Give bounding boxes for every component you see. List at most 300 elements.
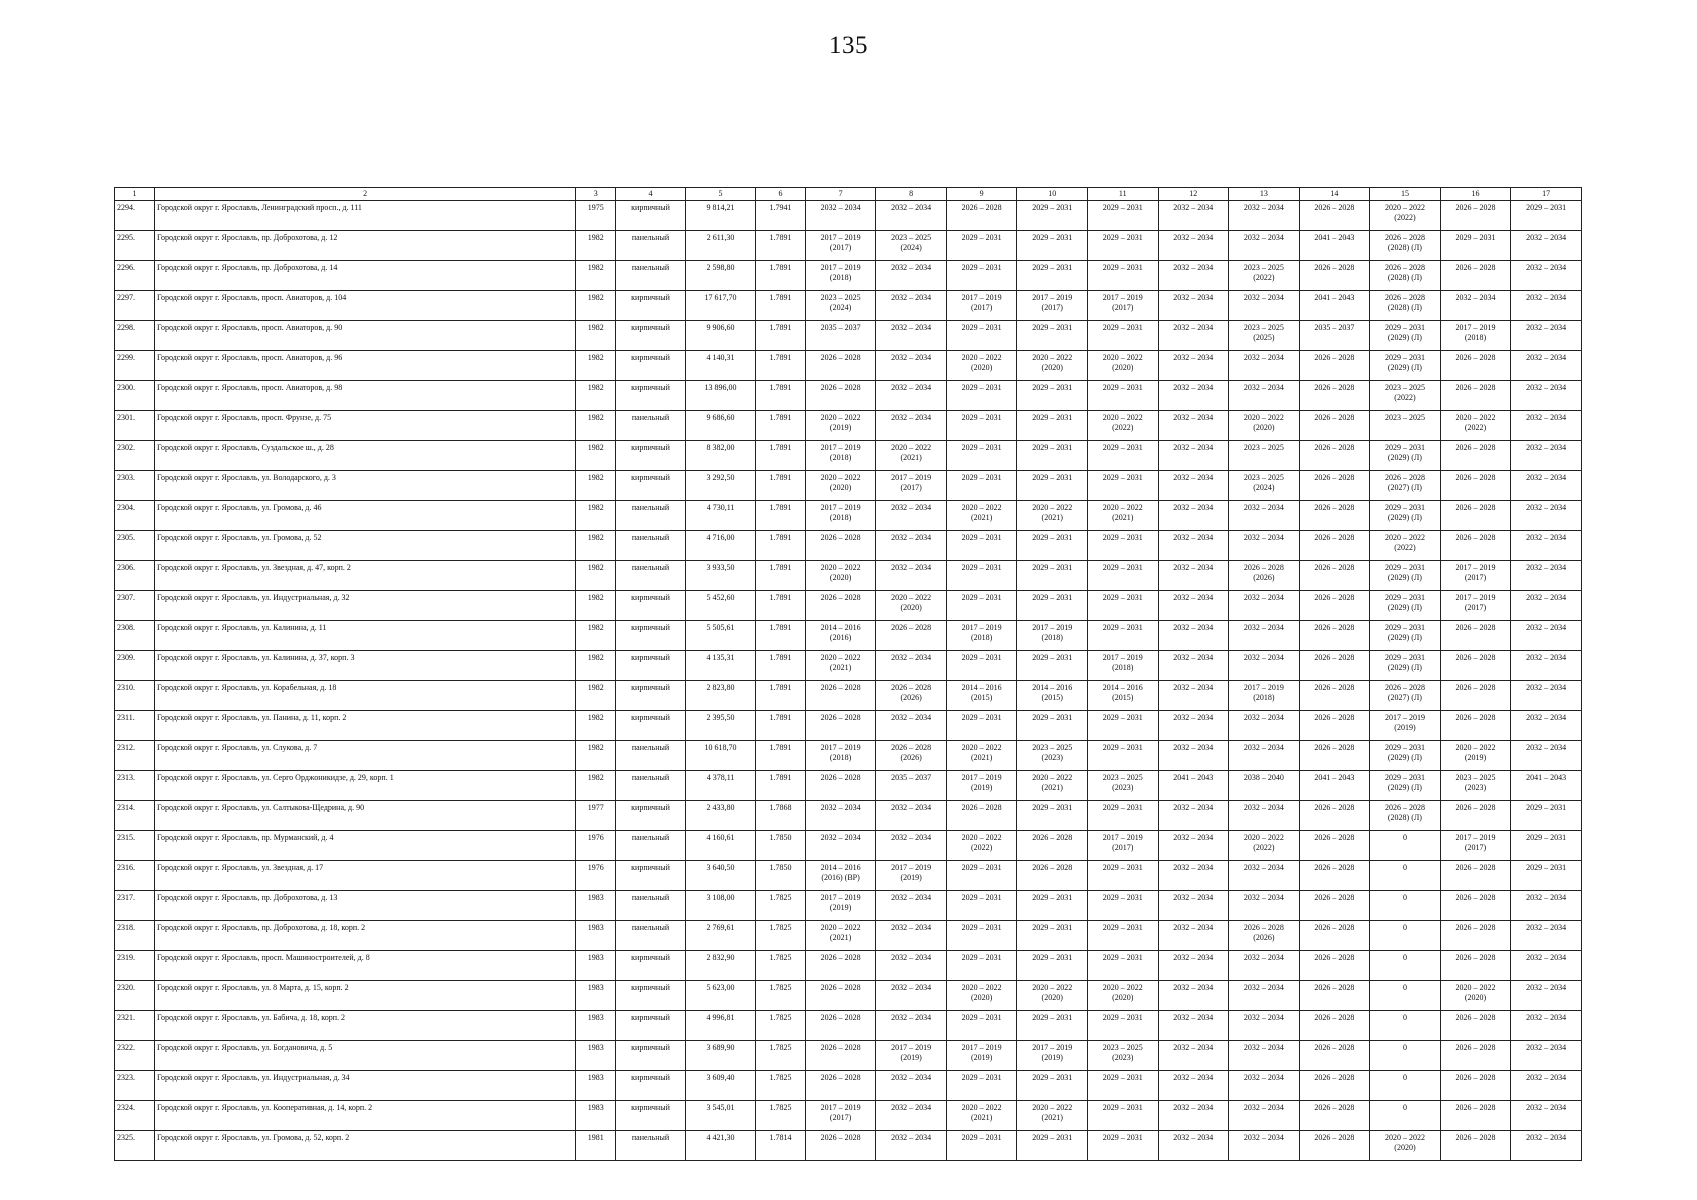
cell-period-col-12: 2041 – 2043	[1158, 771, 1229, 801]
table-header-row	[115, 188, 1582, 201]
column-header-2: 2	[155, 188, 576, 201]
cell-period: 2026 – 2028	[1243, 923, 1284, 932]
cell-period-col-14: 2026 – 2028	[1299, 711, 1370, 741]
cell-build-year: 1982	[576, 471, 616, 501]
cell-period-note: (2019)	[900, 873, 922, 882]
cell-period: 2017 – 2019	[1384, 713, 1425, 722]
cell-period-col-12: 2032 – 2034	[1158, 1041, 1229, 1071]
cell-period: 2023 – 2025	[1243, 263, 1284, 272]
cell-period-col-17: 2032 – 2034	[1511, 231, 1582, 261]
cell-period-col-7: 2026 – 2028	[805, 1041, 876, 1071]
cell-period-col-14: 2026 – 2028	[1299, 501, 1370, 531]
cell-period-col-8: 2032 – 2034	[876, 1071, 947, 1101]
cell-period-note: (2024)	[900, 243, 922, 252]
cell-period-col-15	[1370, 351, 1441, 381]
cell-period-note: (2018)	[829, 753, 852, 762]
cell-period-col-11: 2029 – 2031	[1087, 741, 1158, 771]
cell-build-year: 1982	[576, 591, 616, 621]
cell-period: 2017 – 2019	[961, 1043, 1002, 1052]
table-row	[115, 1101, 1582, 1131]
cell-period-col-15	[1370, 561, 1441, 591]
cell-period-note: (2017)	[829, 1113, 852, 1122]
cell-period: 2029 – 2031	[1384, 323, 1425, 332]
cell-period-col-11: 2029 – 2031	[1087, 591, 1158, 621]
cell-total-area: 2 433,80	[685, 801, 756, 831]
cell-period-col-17: 2032 – 2034	[1511, 591, 1582, 621]
cell-row-number: 2316.	[115, 861, 155, 891]
cell-wall-material: панельный	[616, 561, 686, 591]
cell-period: 2017 – 2019	[820, 893, 861, 902]
cell-period-note: (2029) (Л)	[1387, 663, 1422, 672]
cell-period-col-8: 2032 – 2034	[876, 201, 947, 231]
cell-period-col-14: 2026 – 2028	[1299, 441, 1370, 471]
cell-total-area: 5 452,60	[685, 591, 756, 621]
cell-period: 2029 – 2031	[1384, 563, 1425, 572]
table-row	[115, 981, 1582, 1011]
table-row	[115, 531, 1582, 561]
cell-period-col-11: 2029 – 2031	[1087, 621, 1158, 651]
cell-period-note: (2024)	[829, 303, 852, 312]
cell-period-note: (2020)	[900, 603, 922, 612]
cell-period-note: (2020)	[1112, 363, 1134, 372]
cell-period-col-14: 2026 – 2028	[1299, 801, 1370, 831]
cell-period-col-7: 2026 – 2028	[805, 1071, 876, 1101]
cell-period-col-10: 2029 – 2031	[1017, 921, 1088, 951]
cell-wall-material: панельный	[616, 891, 686, 921]
cell-period-col-17: 2032 – 2034	[1511, 561, 1582, 591]
cell-period-note: (2028) (Л)	[1387, 273, 1422, 282]
repair-schedule-table	[114, 187, 1582, 1161]
cell-period: 2020 – 2022	[1455, 413, 1496, 422]
cell-period-col-10: 2029 – 2031	[1017, 561, 1088, 591]
cell-period-note: (2018)	[829, 273, 852, 282]
cell-period-note: (2021)	[829, 933, 852, 942]
cell-row-number: 2314.	[115, 801, 155, 831]
cell-period-col-17: 2032 – 2034	[1511, 531, 1582, 561]
cell-period-col-10	[1017, 291, 1088, 321]
cell-period-col-17: 2032 – 2034	[1511, 651, 1582, 681]
cell-period: 2017 – 2019	[820, 443, 861, 452]
cell-wall-material: кирпичный	[616, 591, 686, 621]
cell-period-col-9: 2029 – 2031	[946, 531, 1017, 561]
cell-period-col-13	[1229, 831, 1300, 861]
cell-total-area: 17 617,70	[685, 291, 756, 321]
cell-wall-material: кирпичный	[616, 1101, 686, 1131]
cell-wall-material: панельный	[616, 921, 686, 951]
cell-period-note: (2028) (Л)	[1387, 243, 1422, 252]
cell-cost-coefficient: 1.7850	[756, 831, 805, 861]
cell-period-col-11: 2029 – 2031	[1087, 201, 1158, 231]
cell-period-col-14: 2026 – 2028	[1299, 471, 1370, 501]
cell-wall-material: панельный	[616, 1131, 686, 1161]
cell-period-col-15	[1370, 531, 1441, 561]
cell-period-note: (2018)	[971, 633, 993, 642]
cell-period: 2026 – 2028	[891, 683, 932, 692]
cell-cost-coefficient: 1.7850	[756, 861, 805, 891]
cell-cost-coefficient: 1.7825	[756, 921, 805, 951]
cell-period-col-17: 2032 – 2034	[1511, 441, 1582, 471]
cell-period-col-17: 2032 – 2034	[1511, 621, 1582, 651]
cell-period-note: (2019)	[1394, 723, 1416, 732]
column-header-4: 4	[616, 188, 686, 201]
cell-period-col-9: 2029 – 2031	[946, 591, 1017, 621]
cell-period-col-13: 2032 – 2034	[1229, 651, 1300, 681]
cell-period-col-14: 2026 – 2028	[1299, 741, 1370, 771]
cell-period: 2023 – 2025	[1243, 473, 1284, 482]
cell-period-col-15	[1370, 291, 1441, 321]
cell-period-col-8: 2032 – 2034	[876, 381, 947, 411]
cell-address: Городской округ г. Ярославль, ул. Панина, д. 11, корп. 2	[155, 711, 576, 741]
cell-period: 2020 – 2022	[891, 593, 932, 602]
cell-period-col-15	[1370, 711, 1441, 741]
cell-period-col-15: 0	[1370, 981, 1441, 1011]
cell-period-col-13: 2032 – 2034	[1229, 501, 1300, 531]
cell-period-col-14: 2026 – 2028	[1299, 921, 1370, 951]
cell-period-col-11: 2029 – 2031	[1087, 321, 1158, 351]
cell-period-col-14: 2026 – 2028	[1299, 891, 1370, 921]
cell-period: 2020 – 2022	[961, 1103, 1002, 1112]
cell-period-col-12: 2032 – 2034	[1158, 681, 1229, 711]
cell-period-col-11	[1087, 351, 1158, 381]
cell-period-note: (2028) (Л)	[1387, 303, 1422, 312]
cell-period-col-15: 0	[1370, 1101, 1441, 1131]
cell-row-number: 2306.	[115, 561, 155, 591]
cell-build-year: 1983	[576, 951, 616, 981]
cell-period: 2023 – 2025	[1384, 383, 1425, 392]
cell-address: Городской округ г. Ярославль, ул. Громова, д. 46	[155, 501, 576, 531]
cell-row-number: 2299.	[115, 351, 155, 381]
cell-period-col-10: 2029 – 2031	[1017, 711, 1088, 741]
cell-period-col-8: 2032 – 2034	[876, 801, 947, 831]
cell-period-col-7: 2035 – 2037	[805, 321, 876, 351]
cell-period-col-8: 2032 – 2034	[876, 501, 947, 531]
cell-period-col-14: 2026 – 2028	[1299, 951, 1370, 981]
cell-period-col-17: 2029 – 2031	[1511, 801, 1582, 831]
cell-wall-material: кирпичный	[616, 1041, 686, 1071]
cell-period-note: (2020)	[1394, 1143, 1416, 1152]
cell-period-col-7	[805, 441, 876, 471]
cell-period-col-14: 2026 – 2028	[1299, 201, 1370, 231]
cell-build-year: 1982	[576, 291, 616, 321]
cell-period-col-9: 2029 – 2031	[946, 651, 1017, 681]
cell-address: Городской округ г. Ярославль, ул. Калинина, д. 11	[155, 621, 576, 651]
cell-period-note: (2021)	[829, 663, 852, 672]
cell-period-col-14: 2026 – 2028	[1299, 561, 1370, 591]
cell-period-note: (2018)	[829, 453, 852, 462]
table-row	[115, 381, 1582, 411]
table-row	[115, 951, 1582, 981]
cell-period-col-11: 2029 – 2031	[1087, 951, 1158, 981]
table-row	[115, 591, 1582, 621]
cell-period-col-13: 2032 – 2034	[1229, 201, 1300, 231]
cell-period-col-17: 2032 – 2034	[1511, 1131, 1582, 1161]
cell-period-col-12: 2032 – 2034	[1158, 651, 1229, 681]
cell-period-col-15	[1370, 501, 1441, 531]
cell-total-area: 8 382,00	[685, 441, 756, 471]
cell-wall-material: панельный	[616, 411, 686, 441]
cell-period-col-9	[946, 501, 1017, 531]
cell-period-col-14: 2026 – 2028	[1299, 381, 1370, 411]
cell-period-col-10: 2029 – 2031	[1017, 231, 1088, 261]
cell-period-col-9: 2029 – 2031	[946, 561, 1017, 591]
cell-period-col-15: 0	[1370, 861, 1441, 891]
cell-cost-coefficient: 1.7891	[756, 741, 805, 771]
cell-period: 2020 – 2022	[961, 503, 1002, 512]
cell-period-col-7	[805, 501, 876, 531]
cell-total-area: 4 378,11	[685, 771, 756, 801]
table-row	[115, 891, 1582, 921]
cell-period: 2014 – 2016	[820, 863, 861, 872]
table-row	[115, 741, 1582, 771]
cell-period-col-16: 2026 – 2028	[1440, 1101, 1511, 1131]
cell-period-note: (2022)	[1253, 273, 1275, 282]
cell-period-col-8: 2032 – 2034	[876, 891, 947, 921]
cell-period-col-8	[876, 741, 947, 771]
cell-period: 2020 – 2022	[820, 473, 861, 482]
cell-wall-material: панельный	[616, 531, 686, 561]
cell-address: Городской округ г. Ярославль, просп. Авиаторов, д. 98	[155, 381, 576, 411]
cell-period-note: (2020)	[1464, 993, 1487, 1002]
cell-period-col-15	[1370, 471, 1441, 501]
cell-period-col-13	[1229, 681, 1300, 711]
cell-row-number: 2322.	[115, 1041, 155, 1071]
cell-period-col-14: 2026 – 2028	[1299, 861, 1370, 891]
cell-period-col-11: 2029 – 2031	[1087, 1131, 1158, 1161]
cell-period-col-9	[946, 621, 1017, 651]
cell-period-col-10: 2029 – 2031	[1017, 471, 1088, 501]
cell-period-note: (2022)	[1464, 423, 1487, 432]
cell-period-col-13: 2032 – 2034	[1229, 621, 1300, 651]
cell-period-note: (2021)	[971, 753, 993, 762]
cell-row-number: 2304.	[115, 501, 155, 531]
cell-period: 2023 – 2025	[820, 293, 861, 302]
cell-period-note: (2021)	[1041, 1113, 1063, 1122]
cell-period-col-15: 0	[1370, 951, 1441, 981]
cell-period-col-11: 2029 – 2031	[1087, 231, 1158, 261]
cell-build-year: 1982	[576, 381, 616, 411]
cell-total-area: 5 505,61	[685, 621, 756, 651]
cell-row-number: 2298.	[115, 321, 155, 351]
cell-period: 2020 – 2022	[1102, 353, 1143, 362]
cell-period-note: (2022)	[971, 843, 993, 852]
cell-period-note: (2017)	[1464, 843, 1487, 852]
cell-row-number: 2308.	[115, 621, 155, 651]
cell-period-col-15	[1370, 681, 1441, 711]
cell-period: 2014 – 2016	[1032, 683, 1073, 692]
cell-address: Городской округ г. Ярославль, просп. Авиаторов, д. 96	[155, 351, 576, 381]
cell-build-year: 1981	[576, 1131, 616, 1161]
cell-period: 2017 – 2019	[1102, 833, 1143, 842]
cell-build-year: 1982	[576, 351, 616, 381]
cell-cost-coefficient: 1.7891	[756, 411, 805, 441]
cell-period: 2020 – 2022	[961, 983, 1002, 992]
cell-period-col-7: 2026 – 2028	[805, 771, 876, 801]
cell-period-col-8: 2032 – 2034	[876, 951, 947, 981]
cell-period-note: (2020)	[971, 993, 993, 1002]
cell-period-col-11: 2029 – 2031	[1087, 441, 1158, 471]
cell-period-col-15: 0	[1370, 1071, 1441, 1101]
column-header-15: 15	[1370, 188, 1441, 201]
column-header-12: 12	[1158, 188, 1229, 201]
cell-period-note: (2022)	[1394, 543, 1416, 552]
cell-cost-coefficient: 1.7891	[756, 651, 805, 681]
cell-cost-coefficient: 1.7825	[756, 891, 805, 921]
cell-period-col-8: 2032 – 2034	[876, 531, 947, 561]
cell-period-note: (2024)	[1253, 483, 1275, 492]
cell-address: Городской округ г. Ярославль, ул. Салтыкова-Щедрина, д. 90	[155, 801, 576, 831]
cell-address: Городской округ г. Ярославль, ул. Кооперативная, д. 14, корп. 2	[155, 1101, 576, 1131]
cell-period-col-17: 2032 – 2034	[1511, 1071, 1582, 1101]
cell-period-col-7	[805, 291, 876, 321]
cell-address: Городской округ г. Ярославль, ул. Индустриальная, д. 34	[155, 1071, 576, 1101]
cell-period-col-8	[876, 441, 947, 471]
cell-period: 2017 – 2019	[1032, 623, 1073, 632]
cell-period: 2020 – 2022	[820, 413, 861, 422]
cell-period-col-12: 2032 – 2034	[1158, 951, 1229, 981]
cell-period-col-10: 2029 – 2031	[1017, 411, 1088, 441]
cell-period-col-14: 2026 – 2028	[1299, 831, 1370, 861]
cell-period-col-10: 2029 – 2031	[1017, 1131, 1088, 1161]
cell-period-col-10: 2029 – 2031	[1017, 531, 1088, 561]
cell-period-col-9	[946, 291, 1017, 321]
cell-period: 2026 – 2028	[1243, 563, 1284, 572]
cell-build-year: 1982	[576, 231, 616, 261]
cell-period-col-7: 2026 – 2028	[805, 591, 876, 621]
cell-period-col-9: 2029 – 2031	[946, 1011, 1017, 1041]
cell-cost-coefficient: 1.7891	[756, 681, 805, 711]
cell-row-number: 2321.	[115, 1011, 155, 1041]
cell-period: 2017 – 2019	[1032, 1043, 1073, 1052]
cell-period-note: (2019)	[829, 903, 852, 912]
cell-period: 2017 – 2019	[1455, 593, 1496, 602]
cell-period-col-13: 2032 – 2034	[1229, 981, 1300, 1011]
cell-period-col-9	[946, 1041, 1017, 1071]
cell-period-col-9: 2029 – 2031	[946, 261, 1017, 291]
cell-period-note: (2020)	[1253, 423, 1275, 432]
cell-period-col-7: 2026 – 2028	[805, 381, 876, 411]
cell-period-col-17: 2032 – 2034	[1511, 981, 1582, 1011]
cell-period-col-10: 2029 – 2031	[1017, 801, 1088, 831]
cell-period-col-13: 2032 – 2034	[1229, 891, 1300, 921]
table-row	[115, 351, 1582, 381]
cell-period-col-14: 2026 – 2028	[1299, 651, 1370, 681]
cell-period-col-15	[1370, 201, 1441, 231]
cell-period-note: (2018)	[1464, 333, 1487, 342]
cell-period: 2029 – 2031	[1384, 653, 1425, 662]
cell-period-col-10: 2026 – 2028	[1017, 831, 1088, 861]
cell-period-note: (2015)	[1041, 693, 1063, 702]
table-row	[115, 231, 1582, 261]
cell-period: 2020 – 2022	[1455, 743, 1496, 752]
cell-cost-coefficient: 1.7891	[756, 561, 805, 591]
cell-period-note: (2021)	[900, 453, 922, 462]
cell-period-col-8	[876, 231, 947, 261]
cell-address: Городской округ г. Ярославль, ул. Бабича, д. 18, корп. 2	[155, 1011, 576, 1041]
cell-row-number: 2310.	[115, 681, 155, 711]
cell-period-col-11: 2029 – 2031	[1087, 711, 1158, 741]
cell-period: 2026 – 2028	[1384, 473, 1425, 482]
cell-total-area: 3 933,50	[685, 561, 756, 591]
cell-cost-coefficient: 1.7814	[756, 1131, 805, 1161]
cell-period-col-11	[1087, 771, 1158, 801]
cell-period: 2020 – 2022	[1384, 203, 1425, 212]
cell-period-col-10	[1017, 1041, 1088, 1071]
cell-total-area: 9 686,60	[685, 411, 756, 441]
cell-period-note: (2029) (Л)	[1387, 513, 1422, 522]
cell-period-col-12: 2032 – 2034	[1158, 891, 1229, 921]
cell-period-col-9	[946, 771, 1017, 801]
cell-build-year: 1983	[576, 1011, 616, 1041]
cell-period-col-15	[1370, 441, 1441, 471]
cell-period-col-15	[1370, 741, 1441, 771]
cell-period-note: (2022)	[1253, 843, 1275, 852]
cell-row-number: 2295.	[115, 231, 155, 261]
cell-period-col-12: 2032 – 2034	[1158, 1101, 1229, 1131]
cell-cost-coefficient: 1.7825	[756, 1041, 805, 1071]
cell-period-col-10: 2029 – 2031	[1017, 441, 1088, 471]
cell-period-note: (2018)	[829, 513, 852, 522]
cell-period: 2020 – 2022	[961, 743, 1002, 752]
cell-period-note: (2022)	[1394, 393, 1416, 402]
cell-period-col-7: 2032 – 2034	[805, 831, 876, 861]
cell-period: 2017 – 2019	[1455, 563, 1496, 572]
cell-period-col-11	[1087, 981, 1158, 1011]
cell-build-year: 1983	[576, 981, 616, 1011]
cell-period-note: (2017)	[1041, 303, 1063, 312]
cell-period: 2020 – 2022	[1032, 353, 1073, 362]
cell-period-col-11: 2029 – 2031	[1087, 261, 1158, 291]
table-row	[115, 261, 1582, 291]
cell-period-col-15: 0	[1370, 1041, 1441, 1071]
cell-period-note: (2015)	[971, 693, 993, 702]
column-header-10: 10	[1017, 188, 1088, 201]
cell-period-col-8	[876, 591, 947, 621]
cell-wall-material: кирпичный	[616, 291, 686, 321]
cell-period-note: (2019)	[971, 783, 993, 792]
cell-address: Городской округ г. Ярославль, ул. Серго Орджоникидзе, д. 29, корп. 1	[155, 771, 576, 801]
cell-build-year: 1982	[576, 531, 616, 561]
cell-cost-coefficient: 1.7891	[756, 531, 805, 561]
cell-period: 2020 – 2022	[1384, 533, 1425, 542]
cell-row-number: 2325.	[115, 1131, 155, 1161]
cell-period-col-11: 2029 – 2031	[1087, 531, 1158, 561]
cell-period: 2020 – 2022	[1032, 773, 1073, 782]
cell-period-col-7: 2026 – 2028	[805, 1011, 876, 1041]
cell-period: 2017 – 2019	[1032, 293, 1073, 302]
cell-period-col-12: 2032 – 2034	[1158, 861, 1229, 891]
cell-period: 2023 – 2025	[1032, 743, 1073, 752]
cell-period: 2020 – 2022	[961, 353, 1002, 362]
cell-build-year: 1982	[576, 441, 616, 471]
cell-period-col-16	[1440, 561, 1511, 591]
cell-period-note: (2029) (Л)	[1387, 333, 1422, 342]
cell-period: 2026 – 2028	[1384, 263, 1425, 272]
table-row	[115, 861, 1582, 891]
cell-period-col-16: 2026 – 2028	[1440, 1071, 1511, 1101]
cell-total-area: 10 618,70	[685, 741, 756, 771]
cell-period-col-15: 0	[1370, 831, 1441, 861]
cell-period-col-7: 2032 – 2034	[805, 801, 876, 831]
cell-period: 2026 – 2028	[1384, 293, 1425, 302]
cell-wall-material: панельный	[616, 261, 686, 291]
cell-period-col-14: 2026 – 2028	[1299, 981, 1370, 1011]
cell-wall-material: кирпичный	[616, 681, 686, 711]
page-number: 135	[829, 32, 868, 59]
cell-period-col-8: 2032 – 2034	[876, 921, 947, 951]
cell-period-col-17: 2032 – 2034	[1511, 681, 1582, 711]
cell-row-number: 2303.	[115, 471, 155, 501]
table-row	[115, 921, 1582, 951]
